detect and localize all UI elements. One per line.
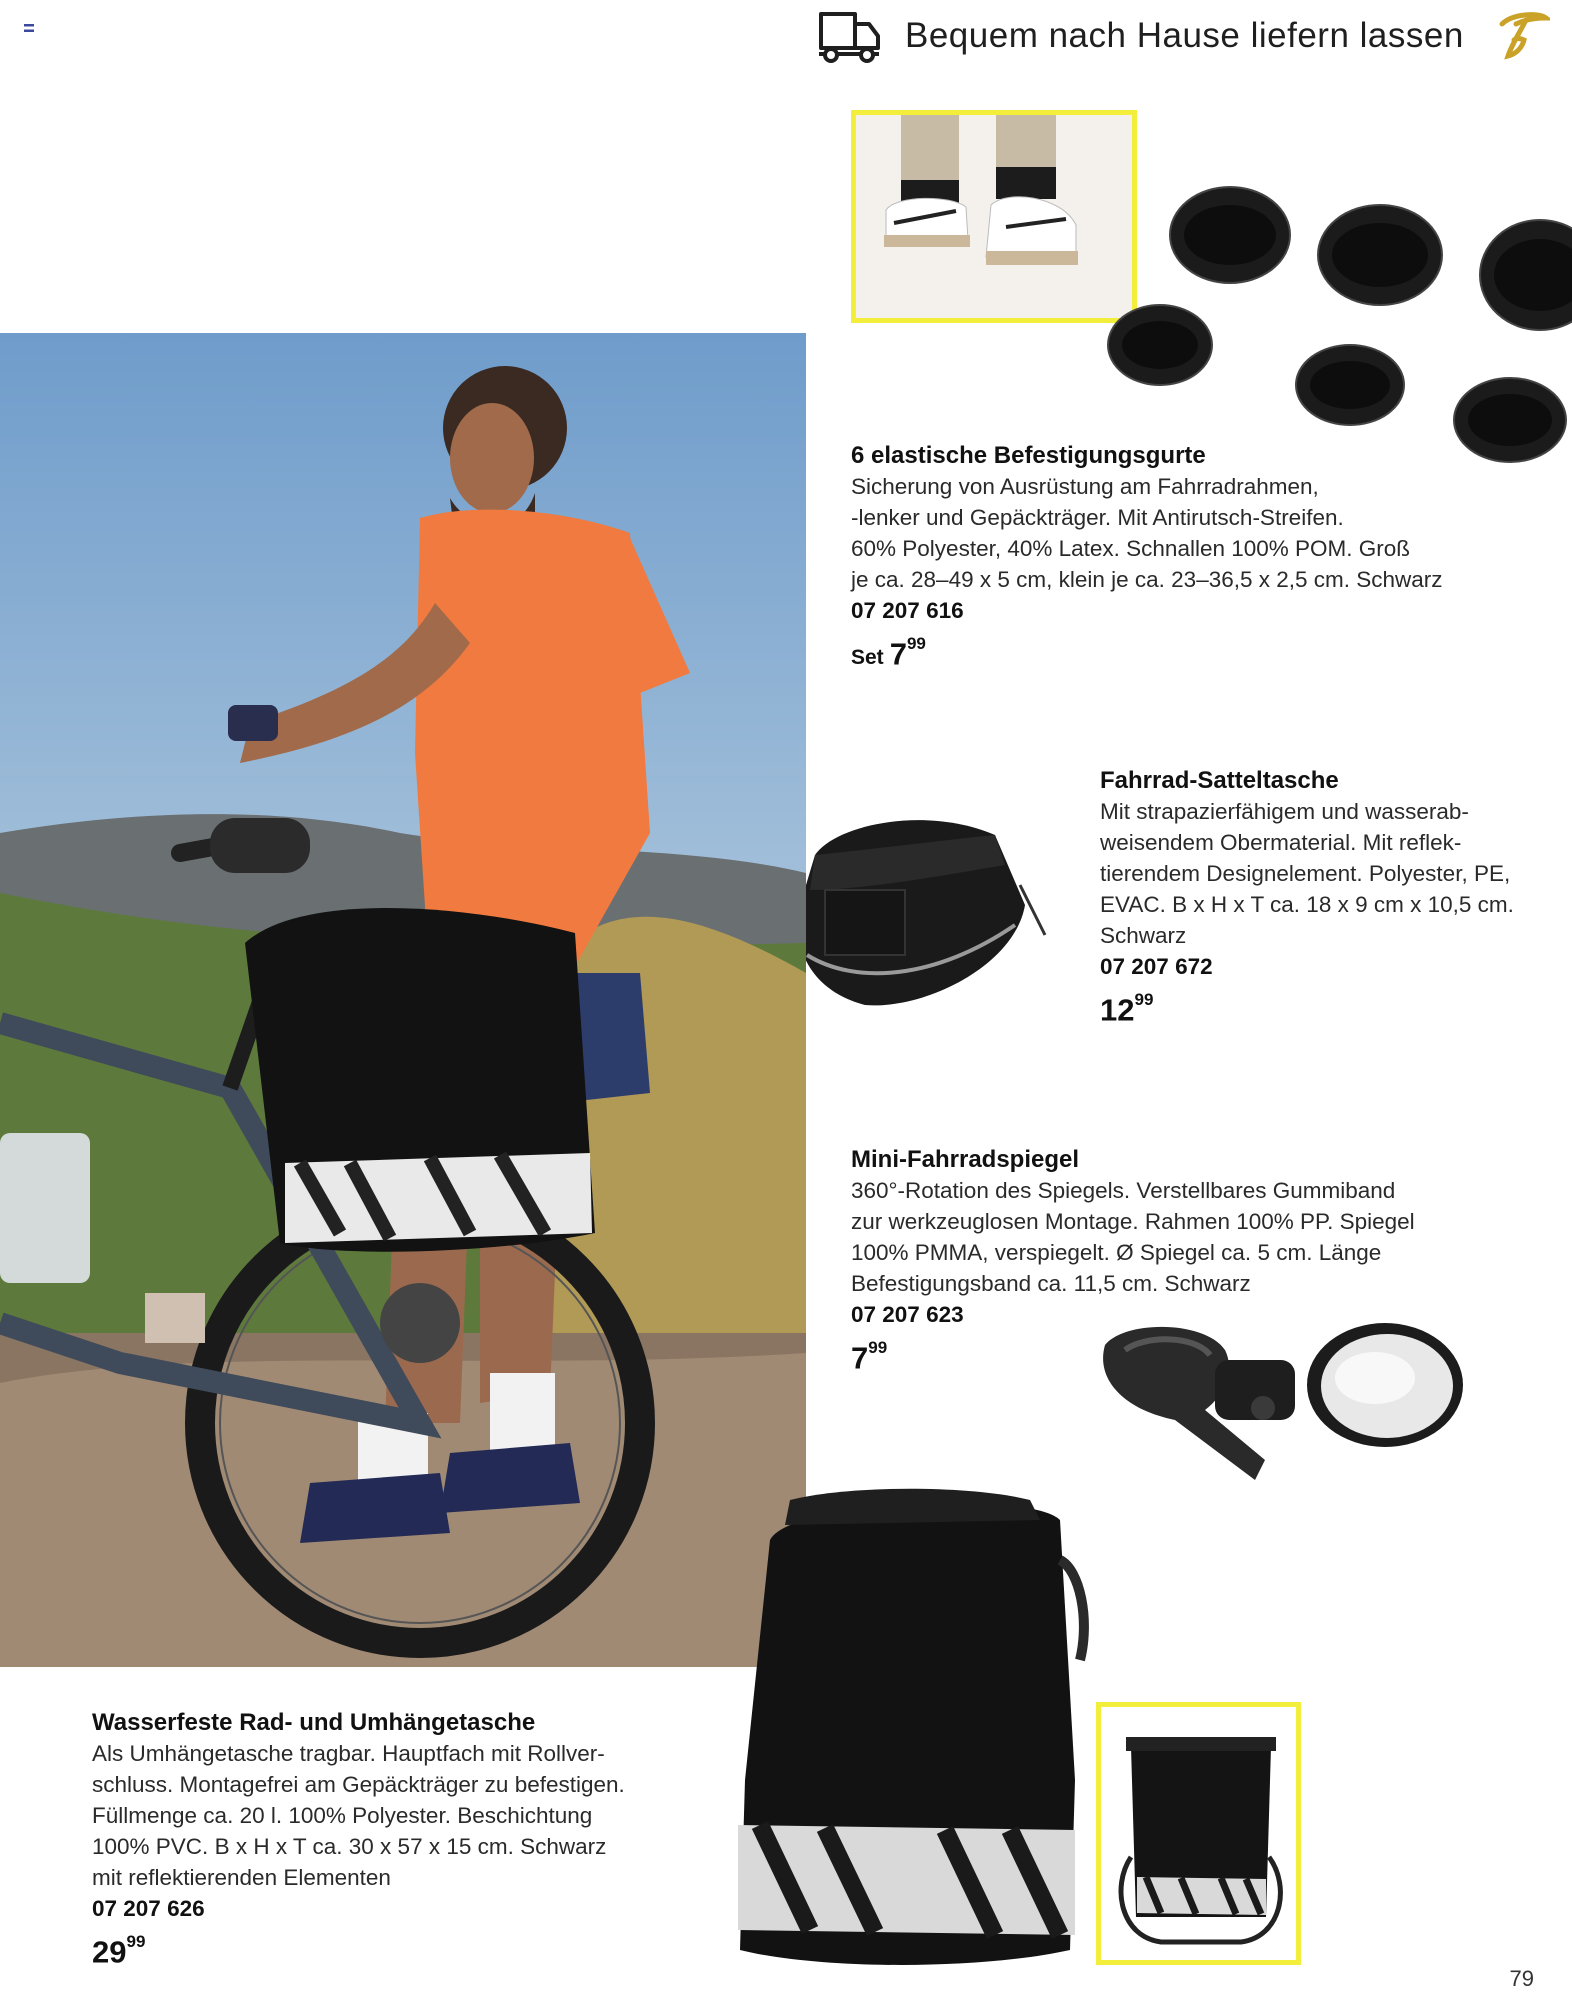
strap-thumbnail-image (851, 110, 1137, 323)
product-pannier-bag (92, 1707, 732, 1970)
pannier-thumbnail-image (1096, 1702, 1301, 1965)
price-cents: 99 (126, 1932, 146, 1951)
product-description: Sicherung von Ausrüstung am Fahrradrahmen, -lenker und Gepäckträger. Mit Antirutsch-Streifen. 60% Polyester, 40% Latex. Schnallen 100% POM. Groß je ca. 28–49 x 5 cm, klein je ca. 23–36,5 x 2,5 cm. Schwarz (851, 474, 1443, 592)
cyclist-lifestyle-photo (0, 333, 806, 1667)
product-title: 6 elastische Befestigungsgurte (851, 442, 1206, 469)
bike-mirror-image (1085, 1300, 1475, 1510)
delivery-truck-icon (815, 8, 883, 64)
product-description: Als Umhängetasche tragbar. Hauptfach mit Rollver- schluss. Montagefrei am Gepäckträger zu befestigen. Füllmenge ca. 20 l. 100% Polyester. Beschichtung 100% PVC. B x H x T ca. 30 x 57 x 15 cm. Schwarz mit reflektierenden Elementen (92, 1741, 625, 1890)
saddle-bag-image (775, 795, 1060, 1030)
elastic-straps-image (1100, 175, 1572, 475)
price-cents: 99 (868, 1338, 888, 1357)
price-main: 12 (1100, 992, 1135, 1028)
product-saddle-bag (1100, 765, 1560, 1028)
product-title: Mini-Fahrradspiegel (851, 1146, 1080, 1173)
price-cents: 99 (906, 634, 926, 653)
language-flag-icon (24, 24, 34, 32)
product-straps (851, 440, 1551, 673)
article-number: 07 207 616 (851, 598, 964, 623)
article-number: 07 207 623 (851, 1302, 964, 1327)
price-cents: 99 (1134, 990, 1154, 1009)
pannier-bag-image (730, 1480, 1100, 1980)
article-number: 07 207 672 (1100, 954, 1213, 979)
price-main: 7 (889, 636, 907, 672)
product-price (1100, 988, 1560, 1028)
product-price (92, 1930, 732, 1970)
price-main: 29 (92, 1934, 127, 1970)
price-main: 7 (851, 1340, 869, 1376)
product-title: Wasserfeste Rad- und Umhängetasche (92, 1709, 536, 1736)
price-unit: Set (851, 646, 884, 670)
product-title: Fahrrad-Satteltasche (1100, 767, 1339, 794)
product-description: Mit strapazierfähigem und wasserab- weisendem Obermaterial. Mit reflek- tierendem Designelement. Polyester, PE, EVAC. B x H x T ca. 18 x 9 cm x 10,5 cm. Schwarz (1100, 799, 1514, 948)
page-number: 79 (1509, 1966, 1534, 1991)
delivery-text: Bequem nach Hause liefern lassen (905, 16, 1464, 55)
product-price (851, 632, 1551, 673)
product-description: 360°-Rotation des Spiegels. Verstellbares Gummiband zur werkzeuglosen Montage. Rahmen 100% PP. Spiegel 100% PMMA, verspiegelt. Ø Spiegel ca. 5 cm. Länge Befestigungsband ca. 11,5 cm. Schwarz (851, 1178, 1415, 1296)
article-number: 07 207 626 (92, 1896, 205, 1921)
tchibo-logo-icon (1490, 10, 1550, 62)
delivery-header[interactable] (815, 6, 1464, 66)
